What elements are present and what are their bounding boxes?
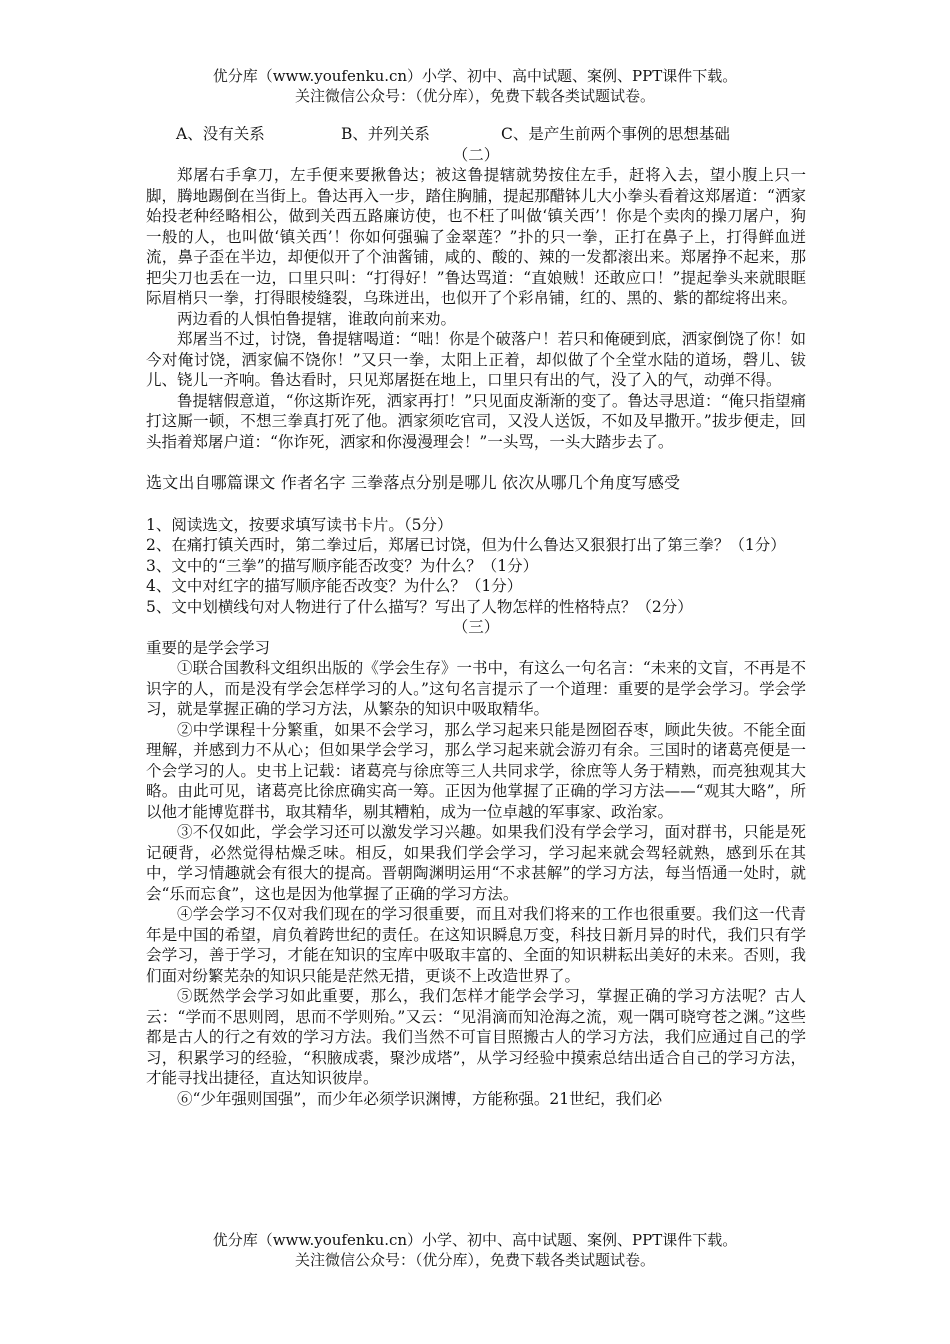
passage-2-paragraph: 两边看的人惧怕鲁提辖，谁敢向前来劝。	[177, 309, 457, 328]
essay-paragraph: ⑤既然学会学习如此重要，那么，我们怎样才能学会学习，掌握正确的学习方法呢？古人云：“学而不思则罔，思而不学则殆。”又云：“见涓滴而知沧海之流，观一隅可晓穹苍之渊。”这些都是古人的行之有效的学习方法。我们当然不可盲目照搬古人的学习方法，我们应通过自己的学习，积累学习的经验，“积腋成裘，聚沙成塔”，从学习经验中摸索总结出适合自己的学习方法，才能寻找出捷径，直达知识彼岸。	[146, 987, 806, 1087]
section-3-title: （三）	[452, 618, 500, 636]
document-body	[146, 124, 806, 1109]
question-3: 3、文中的“三拳”的描写顺序能否改变？为什么？（1分）	[146, 556, 539, 575]
page-footer	[0, 1230, 950, 1270]
passage-2-paragraph: 郑屠右手拿刀，左手便来要揪鲁达；被这鲁提辖就势按住左手，赶将入去，望小腹上只一脚，腾地踢倒在当街上。鲁达再入一步，踏住胸脯，提起那醋钵儿大小拳头看着这郑屠道：“洒家始投老种经略相公，做到关西五路廉访使，也不枉了叫做‘镇关西’！你是个卖肉的操刀屠户，狗一般的人，也叫做‘镇关西’！你如何强骗了金翠莲？”扑的只一拳，正打在鼻子上，打得鲜血迸流，鼻子歪在半边，却便似开了个油酱铺，咸的、酸的、辣的一发都滚出来。郑屠挣不起来，那把尖刀也丢在一边，口里只叫：“打得好！”鲁达骂道：“直娘贼！还敢应口！”提起拳头来就眼眶际眉梢只一拳，打得眼棱缝裂，乌珠迸出，也似开了个彩帛铺，红的、黑的、紫的都绽将出来。	[146, 166, 806, 307]
footer-line-1: 优分库（www.youfenku.cn）小学、初中、高中试题、案例、PPT课件下载。	[212, 1231, 738, 1249]
passage-2-paragraph: 鲁提辖假意道，“你这斯诈死，洒家再打！”只见面皮渐渐的变了。鲁达寻思道：“俺只指望痛打这厮一顿，不想三拳真打死了他。洒家须吃官司，又没人送饭，不如及早撒开。”拔步便走，回头指着郑屠户道：“你诈死，洒家和你漫漫理会！”一头骂，一头大踏步去了。	[146, 391, 806, 451]
essay-paragraph: ⑥“少年强则国强”，而少年必须学识渊博，方能称强。21世纪，我们必	[177, 1089, 663, 1108]
question-2: 2、在痛打镇关西时，第二拳过后，郑屠已讨饶，但为什么鲁达又狠狠打出了第三拳？（1分）	[146, 536, 786, 554]
option-a: A、没有关系	[176, 125, 265, 143]
footer-line-2: 关注微信公众号：（优分库），免费下载各类试题试卷。	[294, 1251, 655, 1269]
reading-card-prompt: 选文出自哪篇课文 作者名字 三拳落点分别是哪儿 依次从哪几个角度写感受	[146, 473, 681, 492]
question-5: 5、文中划横线句对人物进行了什么描写？写出了人物怎样的性格特点？（2分）	[146, 597, 693, 616]
essay-paragraph: ③不仅如此，学会学习还可以激发学习兴趣。如果我们没有学会学习，面对群书，只能是死记硬背，必然觉得枯燥乏味。相反，如果我们学会学习，学习起来就会驾轻就熟，感到乐在其中，学习情趣就会有很大的提高。晋朝陶渊明运用“不求甚解”的学习方法，每当悟通一处时，就会“乐而忘食”，这也是因为他掌握了正确的学习方法。	[146, 823, 806, 903]
option-b: B、并列关系	[341, 125, 430, 143]
header-line-1: 优分库（www.youfenku.cn）小学、初中、高中试题、案例、PPT课件下载。	[212, 67, 738, 85]
option-c: C、是产生前两个事例的思想基础	[501, 125, 730, 143]
answer-options	[176, 124, 806, 145]
essay-heading: 重要的是学会学习	[146, 638, 271, 657]
passage-2-paragraph: 郑屠当不过，讨饶，鲁提辖喝道：“咄！你是个破落户！若只和俺硬到底，洒家倒饶了你！如今对俺讨饶，洒家偏不饶你！”又只一拳，太阳上正着，却似做了个全堂水陆的道场，磬儿、钹儿、铙儿一齐响。鲁达看时，只见郑屠挺在地上，口里只有出的气，没了入的气，动弹不得。	[146, 330, 806, 389]
page-header	[0, 66, 950, 106]
question-1: 1、阅读选文，按要求填写读书卡片。（5分）	[146, 515, 453, 534]
essay-paragraph: ④学会学习不仅对我们现在的学习很重要，而且对我们将来的工作也很重要。我们这一代青年是中国的希望，肩负着跨世纪的责任。在这知识瞬息万变，科技日新月异的时代，我们只有学会学习，善于学习，才能在知识的宝库中吸取丰富的、全面的知识耕耘出美好的未来。否则，我们面对纷繁芜杂的知识只能是茫然无措，更谈不上改造世界了。	[146, 905, 806, 985]
essay-paragraph: ①联合国教科文组织出版的《学会生存》一书中，有这么一句名言：“未来的文盲，不再是不识字的人，而是没有学会怎样学习的人。”这句名言提示了一个道理：重要的是学会学习。学会学习，就是掌握正确的学习方法，从繁杂的知识中吸取精华。	[146, 659, 806, 718]
essay-paragraph: ②中学课程十分繁重，如果不会学习，那么学习起来只能是囫囵吞枣，顾此失彼。不能全面理解，并感到力不从心；但如果学会学习，那么学习起来就会游刃有余。三国时的诸葛亮便是一个会学习的人。史书上记载：诸葛亮与徐庶等三人共同求学，徐庶等人务于精熟，而亮独观其大略。由此可见，诸葛亮比徐庶确实高一筹。正因为他掌握了正确的学习方法——“观其大略”，所以他才能博览群书，取其精华，剔其糟粕，成为一位卓越的军事家、政治家。	[146, 720, 806, 821]
section-2-title: （二）	[452, 145, 500, 164]
header-line-2: 关注微信公众号：（优分库），免费下载各类试题试卷。	[294, 87, 655, 105]
question-4: 4、文中对红字的描写顺序能否改变？为什么？（1分）	[146, 577, 523, 595]
